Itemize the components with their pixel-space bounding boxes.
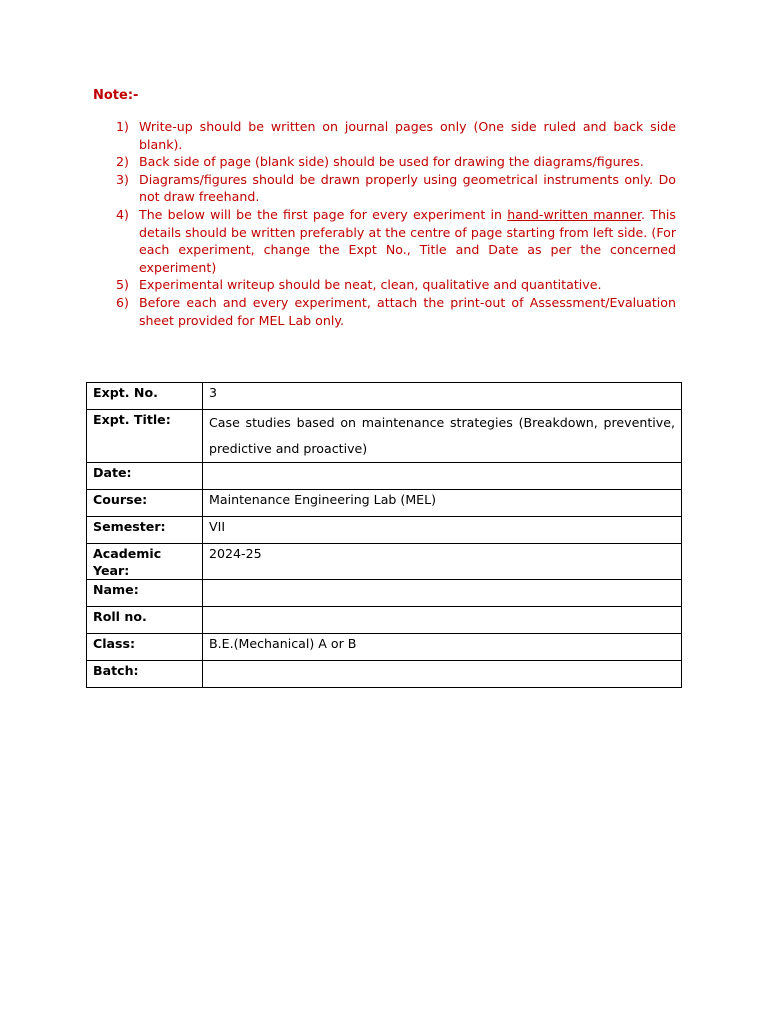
list-item — [116, 153, 676, 171]
row-label: Academic Year: — [87, 544, 203, 580]
experiment-info-table — [86, 382, 682, 688]
table-row — [87, 607, 682, 634]
list-number: 3) — [116, 171, 129, 187]
table-row — [87, 383, 682, 410]
row-label: Class: — [87, 634, 203, 661]
list-text-part: The below will be the first page for every experiment in — [139, 206, 508, 222]
list-text: Diagrams/figures should be drawn properly using geometrical instruments only. Do not draw freehand. — [139, 171, 676, 205]
table-row — [87, 544, 682, 580]
list-text-part: . This details should be written preferably at the centre of page starting from left side. (For each experiment, change the Expt No., Title and Date as per the concerned experiment) — [139, 206, 676, 275]
row-value: Maintenance Engineering Lab (MEL) — [203, 490, 682, 517]
row-value — [203, 463, 682, 490]
row-value: 3 — [203, 383, 682, 410]
table-row — [87, 661, 682, 688]
list-text: Write-up should be written on journal pages only (One side ruled and back side blank). — [139, 119, 676, 152]
list-item — [116, 294, 676, 329]
row-label: Roll no. — [87, 607, 203, 634]
list-text: Before each and every experiment, attach the print-out of Assessment/Evaluation sheet provided for MEL Lab only. — [139, 294, 676, 328]
list-item — [116, 171, 676, 206]
row-value — [203, 661, 682, 688]
list-text: Experimental writeup should be neat, clean, qualitative and quantitative. — [139, 277, 602, 293]
list-number: 6) — [116, 294, 129, 310]
row-label: Expt. Title: — [87, 410, 203, 463]
table-row — [87, 634, 682, 661]
table-row — [87, 463, 682, 490]
list-number: 4) — [116, 206, 129, 222]
row-label: Expt. No. — [87, 383, 203, 410]
row-label: Date: — [87, 463, 203, 490]
list-item — [116, 276, 676, 294]
row-value — [203, 607, 682, 634]
row-label: Semester: — [87, 517, 203, 544]
list-number: 1) — [116, 119, 129, 134]
list-text — [139, 206, 676, 276]
row-value: Case studies based on maintenance strategies (Breakdown, preventive, predictive and proactive) — [203, 410, 682, 463]
row-label: Batch: — [87, 661, 203, 688]
list-number: 5) — [116, 277, 129, 293]
underlined-phrase: hand-written manner — [507, 206, 642, 222]
note-list — [116, 118, 676, 329]
list-text: Back side of page (blank side) should be used for drawing the diagrams/figures. — [139, 154, 644, 170]
row-value — [203, 580, 682, 607]
table-row — [87, 410, 682, 463]
row-label: Name: — [87, 580, 203, 607]
list-item — [116, 206, 676, 276]
row-label: Course: — [87, 490, 203, 517]
row-value: 2024-25 — [203, 544, 682, 580]
list-item — [116, 118, 676, 153]
row-value: B.E.(Mechanical) A or B — [203, 634, 682, 661]
list-number: 2) — [116, 154, 129, 170]
table-row — [87, 517, 682, 544]
row-value: VII — [203, 517, 682, 544]
note-heading: Note:- — [93, 88, 139, 103]
table-row — [87, 580, 682, 607]
table-row — [87, 490, 682, 517]
